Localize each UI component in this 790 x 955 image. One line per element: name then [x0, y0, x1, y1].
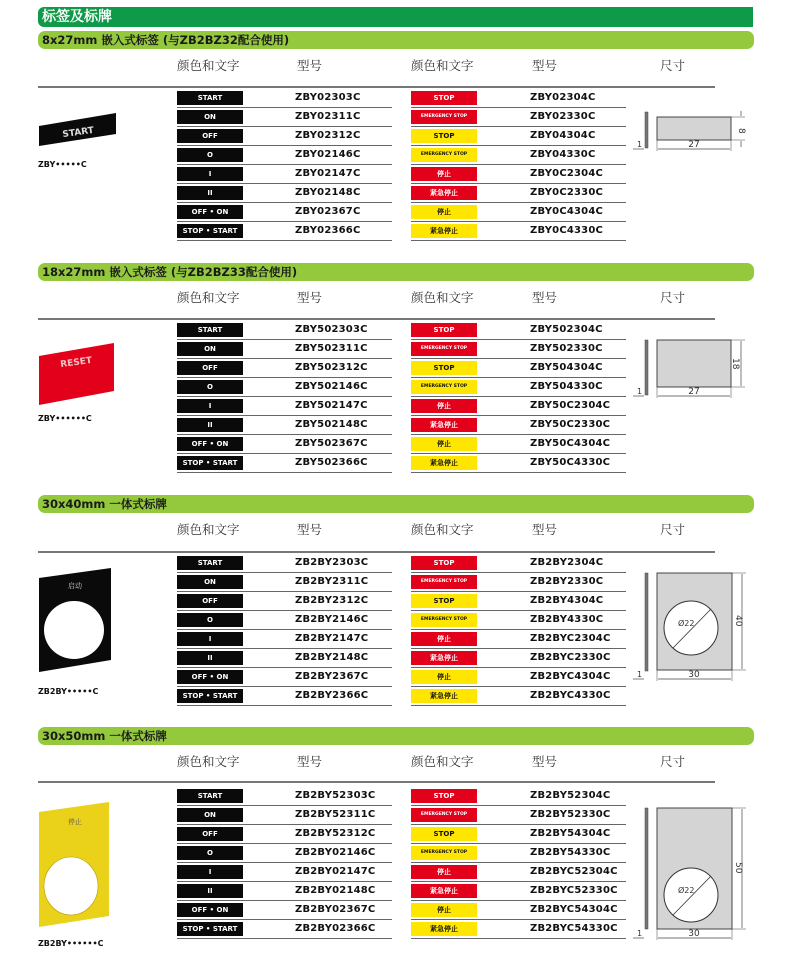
model-number: ZBY502147C — [295, 400, 368, 411]
table-row — [411, 184, 626, 203]
dim-height: 18 — [730, 358, 740, 370]
page-title: 标签及标牌 — [38, 7, 753, 27]
model-number: ZBY02312C — [295, 130, 361, 141]
table-row — [411, 222, 626, 241]
divider — [38, 781, 715, 783]
model-number: ZBY502304C — [530, 324, 603, 335]
model-number: ZBY504304C — [530, 362, 603, 373]
color-text-chip: EMERGENCY STOP — [411, 148, 477, 162]
table-row — [411, 435, 626, 454]
model-number: ZBY02148C — [295, 187, 361, 198]
color-text-chip: STOP — [411, 789, 477, 803]
section-title: 30x40mm 一体式标牌 — [38, 495, 754, 513]
table-row — [411, 592, 626, 611]
dim-width: 30 — [688, 929, 700, 939]
section-title: 18x27mm 嵌入式标签 (与ZB2BZ33配合使用) — [38, 263, 754, 281]
table-row — [177, 165, 392, 184]
color-text-chip: 停止 — [411, 632, 477, 646]
col-head-color-text: 颜色和文字 — [177, 754, 240, 769]
section-30x40 — [38, 495, 754, 720]
model-number: ZB2BY02148C — [295, 885, 376, 896]
table-row — [411, 901, 626, 920]
color-text-chip: I — [177, 632, 243, 646]
col-head-model: 型号 — [297, 58, 323, 73]
section-18x27 — [38, 263, 754, 483]
left-table — [177, 787, 397, 939]
col-head-color-text: 颜色和文字 — [177, 290, 240, 305]
table-row — [177, 630, 392, 649]
model-number: ZBY502330C — [530, 343, 603, 354]
col-head-model-2: 型号 — [532, 754, 558, 769]
table-row — [177, 668, 392, 687]
color-text-chip: O — [177, 613, 243, 627]
color-text-chip: 停止 — [411, 670, 477, 684]
product-image-label-start — [38, 113, 118, 149]
dim-thickness: 1 — [637, 929, 643, 938]
model-number: ZB2BY52312C — [295, 828, 376, 839]
model-number: ZBY502146C — [295, 381, 368, 392]
table-row — [411, 806, 626, 825]
model-number: ZBY502367C — [295, 438, 368, 449]
dim-thickness: 1 — [637, 140, 643, 149]
table-row — [411, 165, 626, 184]
color-text-chip: 紧急停止 — [411, 456, 477, 470]
col-head-model: 型号 — [297, 290, 323, 305]
table-row — [177, 127, 392, 146]
color-text-chip: 停止 — [411, 399, 477, 413]
model-number: ZB2BY2304C — [530, 557, 604, 568]
model-number: ZB2BY52330C — [530, 809, 611, 820]
col-head-model: 型号 — [297, 522, 323, 537]
col-head-size: 尺寸 — [660, 754, 686, 769]
section-30x50 — [38, 727, 754, 955]
product-image-text: 停止 — [68, 818, 82, 826]
model-number: ZBY502312C — [295, 362, 368, 373]
color-text-chip: II — [177, 186, 243, 200]
col-head-color-text: 颜色和文字 — [177, 58, 240, 73]
color-text-chip: EMERGENCY STOP — [411, 575, 477, 589]
table-row — [177, 359, 392, 378]
model-number: ZBY50C2304C — [530, 400, 611, 411]
model-number: ZB2BY02367C — [295, 904, 376, 915]
product-image-plate-yellow — [38, 802, 118, 932]
color-text-chip: 紧急停止 — [411, 418, 477, 432]
dimension-drawing — [633, 111, 753, 161]
color-text-chip: EMERGENCY STOP — [411, 380, 477, 394]
dim-width: 30 — [688, 670, 700, 680]
left-table — [177, 89, 397, 241]
table-row — [411, 668, 626, 687]
divider — [38, 318, 715, 320]
table-row — [411, 920, 626, 939]
table-row — [177, 611, 392, 630]
model-number: ZB2BY2330C — [530, 576, 604, 587]
model-number: ZB2BYC4330C — [530, 690, 611, 701]
color-text-chip: OFF • ON — [177, 205, 243, 219]
model-number: ZBY02367C — [295, 206, 361, 217]
table-row — [411, 416, 626, 435]
table-row — [177, 863, 392, 882]
table-row — [177, 108, 392, 127]
table-row — [177, 844, 392, 863]
model-number: ZBY02146C — [295, 149, 361, 160]
table-row — [411, 630, 626, 649]
table-row — [177, 397, 392, 416]
color-text-chip: I — [177, 399, 243, 413]
color-text-chip: II — [177, 651, 243, 665]
color-text-chip: STOP — [411, 323, 477, 337]
table-row — [177, 340, 392, 359]
table-row — [411, 454, 626, 473]
model-number: ZBY504330C — [530, 381, 603, 392]
color-text-chip: STOP — [411, 91, 477, 105]
color-text-chip: OFF — [177, 827, 243, 841]
table-row — [177, 203, 392, 222]
model-number: ZBY50C4304C — [530, 438, 611, 449]
table-row — [177, 787, 392, 806]
divider — [38, 551, 715, 553]
model-number: ZB2BY52311C — [295, 809, 376, 820]
table-row — [177, 592, 392, 611]
model-number: ZBY02330C — [530, 111, 596, 122]
col-head-color-text-2: 颜色和文字 — [411, 58, 474, 73]
col-head-model: 型号 — [297, 754, 323, 769]
table-row — [177, 89, 392, 108]
divider — [38, 86, 715, 88]
model-number: ZBY50C2330C — [530, 419, 611, 430]
color-text-chip: II — [177, 884, 243, 898]
model-number: ZB2BY52303C — [295, 790, 376, 801]
color-text-chip: 紧急停止 — [411, 651, 477, 665]
model-number: ZBY02366C — [295, 225, 361, 236]
color-text-chip: STOP — [411, 556, 477, 570]
right-table — [411, 787, 631, 939]
table-row — [411, 573, 626, 592]
model-number: ZBY02303C — [295, 92, 361, 103]
model-number: ZB2BYC54330C — [530, 923, 618, 934]
color-text-chip: 紧急停止 — [411, 689, 477, 703]
right-table — [411, 89, 631, 241]
model-number: ZBY502303C — [295, 324, 368, 335]
model-number: ZBY0C4304C — [530, 206, 604, 217]
model-number: ZBY502148C — [295, 419, 368, 430]
dim-thickness: 1 — [637, 670, 643, 679]
dim-height: 40 — [733, 615, 743, 627]
col-head-size: 尺寸 — [660, 58, 686, 73]
model-number: ZBY502366C — [295, 457, 368, 468]
table-row — [411, 611, 626, 630]
model-number: ZBY02311C — [295, 111, 361, 122]
col-head-color-text-2: 颜色和文字 — [411, 290, 474, 305]
product-code: ZB2BY•••••C — [38, 687, 99, 696]
model-number: ZB2BY2148C — [295, 652, 369, 663]
right-table — [411, 321, 631, 473]
product-code: ZBY•••••C — [38, 160, 87, 169]
product-image-text: START — [61, 125, 95, 141]
model-number: ZBY02304C — [530, 92, 596, 103]
color-text-chip: 停止 — [411, 903, 477, 917]
model-number: ZB2BY4304C — [530, 595, 604, 606]
model-number: ZBY502311C — [295, 343, 368, 354]
table-row — [411, 882, 626, 901]
color-text-chip: OFF • ON — [177, 903, 243, 917]
color-text-chip: ON — [177, 110, 243, 124]
col-head-model-2: 型号 — [532, 290, 558, 305]
table-row — [177, 416, 392, 435]
product-image-text: 启动 — [68, 582, 82, 590]
product-code: ZBY••••••C — [38, 414, 92, 423]
color-text-chip: ON — [177, 342, 243, 356]
right-table — [411, 554, 631, 706]
table-row — [411, 321, 626, 340]
model-number: ZB2BYC4304C — [530, 671, 611, 682]
color-text-chip: EMERGENCY STOP — [411, 110, 477, 124]
color-text-chip: EMERGENCY STOP — [411, 808, 477, 822]
table-row — [411, 863, 626, 882]
color-text-chip: STOP — [411, 827, 477, 841]
color-text-chip: START — [177, 556, 243, 570]
model-number: ZB2BY2366C — [295, 690, 369, 701]
dimension-drawing — [633, 802, 753, 952]
model-number: ZBY04330C — [530, 149, 596, 160]
product-image-label-reset — [38, 343, 118, 409]
model-number: ZBY0C2304C — [530, 168, 604, 179]
table-row — [177, 184, 392, 203]
model-number: ZB2BYC52330C — [530, 885, 618, 896]
left-table — [177, 321, 397, 473]
model-number: ZB2BYC54304C — [530, 904, 618, 915]
color-text-chip: EMERGENCY STOP — [411, 846, 477, 860]
table-row — [411, 378, 626, 397]
color-text-chip: I — [177, 865, 243, 879]
table-row — [411, 844, 626, 863]
model-number: ZB2BY2147C — [295, 633, 369, 644]
dimension-drawing — [633, 338, 753, 408]
product-image-text: RESET — [59, 355, 93, 371]
color-text-chip: 停止 — [411, 205, 477, 219]
color-text-chip: OFF — [177, 594, 243, 608]
table-row — [177, 882, 392, 901]
table-row — [177, 649, 392, 668]
table-row — [177, 573, 392, 592]
color-text-chip: II — [177, 418, 243, 432]
model-number: ZBY02147C — [295, 168, 361, 179]
table-row — [177, 825, 392, 844]
table-row — [177, 435, 392, 454]
model-number: ZB2BY2312C — [295, 595, 369, 606]
model-number: ZB2BY54330C — [530, 847, 611, 858]
section-title: 8x27mm 嵌入式标签 (与ZB2BZ32配合使用) — [38, 31, 754, 49]
color-text-chip: O — [177, 148, 243, 162]
color-text-chip: O — [177, 380, 243, 394]
col-head-model-2: 型号 — [532, 58, 558, 73]
table-row — [411, 359, 626, 378]
color-text-chip: ON — [177, 575, 243, 589]
color-text-chip: 紧急停止 — [411, 884, 477, 898]
dim-height: 50 — [733, 862, 743, 874]
color-text-chip: 紧急停止 — [411, 186, 477, 200]
left-table — [177, 554, 397, 706]
model-number: ZBY04304C — [530, 130, 596, 141]
table-row — [411, 687, 626, 706]
dim-thickness: 1 — [637, 387, 643, 396]
col-head-color-text: 颜色和文字 — [177, 522, 240, 537]
dim-height: 8 — [736, 128, 746, 134]
table-row — [177, 806, 392, 825]
table-row — [411, 146, 626, 165]
col-head-model-2: 型号 — [532, 522, 558, 537]
color-text-chip: ON — [177, 808, 243, 822]
color-text-chip: STOP • START — [177, 922, 243, 936]
table-row — [177, 146, 392, 165]
table-row — [411, 397, 626, 416]
model-number: ZB2BY02366C — [295, 923, 376, 934]
color-text-chip: STOP — [411, 361, 477, 375]
color-text-chip: 紧急停止 — [411, 922, 477, 936]
model-number: ZB2BY2311C — [295, 576, 369, 587]
model-number: ZBY50C4330C — [530, 457, 611, 468]
table-row — [411, 89, 626, 108]
model-number: ZB2BY2303C — [295, 557, 369, 568]
table-row — [177, 554, 392, 573]
col-head-size: 尺寸 — [660, 290, 686, 305]
color-text-chip: START — [177, 323, 243, 337]
color-text-chip: STOP • START — [177, 224, 243, 238]
table-row — [411, 554, 626, 573]
model-number: ZB2BY02146C — [295, 847, 376, 858]
table-row — [411, 108, 626, 127]
model-number: ZB2BY4330C — [530, 614, 604, 625]
table-row — [411, 825, 626, 844]
product-image-plate-black — [38, 568, 118, 678]
table-row — [177, 901, 392, 920]
color-text-chip: 停止 — [411, 167, 477, 181]
table-row — [177, 321, 392, 340]
color-text-chip: OFF — [177, 361, 243, 375]
color-text-chip: O — [177, 846, 243, 860]
table-row — [411, 340, 626, 359]
table-row — [177, 920, 392, 939]
dimension-drawing — [633, 571, 753, 691]
color-text-chip: OFF • ON — [177, 437, 243, 451]
color-text-chip: 停止 — [411, 865, 477, 879]
model-number: ZB2BY2367C — [295, 671, 369, 682]
model-number: ZB2BY52304C — [530, 790, 611, 801]
color-text-chip: STOP • START — [177, 689, 243, 703]
color-text-chip: START — [177, 91, 243, 105]
model-number: ZB2BYC52304C — [530, 866, 618, 877]
color-text-chip: STOP — [411, 129, 477, 143]
color-text-chip: 紧急停止 — [411, 224, 477, 238]
table-row — [411, 649, 626, 668]
color-text-chip: 停止 — [411, 437, 477, 451]
product-code: ZB2BY••••••C — [38, 939, 104, 948]
dim-hole: Ø22 — [678, 886, 695, 895]
model-number: ZB2BY54304C — [530, 828, 611, 839]
table-row — [411, 127, 626, 146]
model-number: ZB2BYC2330C — [530, 652, 611, 663]
model-number: ZB2BY2146C — [295, 614, 369, 625]
table-row — [411, 203, 626, 222]
section-title: 30x50mm 一体式标牌 — [38, 727, 754, 745]
table-row — [177, 454, 392, 473]
model-number: ZB2BY02147C — [295, 866, 376, 877]
model-number: ZBY0C4330C — [530, 225, 604, 236]
dim-hole: Ø22 — [678, 619, 695, 628]
col-head-size: 尺寸 — [660, 522, 686, 537]
table-row — [411, 787, 626, 806]
color-text-chip: OFF — [177, 129, 243, 143]
section-8x27 — [38, 31, 754, 251]
model-number: ZBY0C2330C — [530, 187, 604, 198]
color-text-chip: I — [177, 167, 243, 181]
dim-width: 27 — [688, 140, 700, 150]
dim-width: 27 — [688, 387, 700, 397]
color-text-chip: EMERGENCY STOP — [411, 342, 477, 356]
col-head-color-text-2: 颜色和文字 — [411, 522, 474, 537]
table-row — [177, 378, 392, 397]
table-row — [177, 222, 392, 241]
color-text-chip: EMERGENCY STOP — [411, 613, 477, 627]
color-text-chip: STOP — [411, 594, 477, 608]
col-head-color-text-2: 颜色和文字 — [411, 754, 474, 769]
model-number: ZB2BYC2304C — [530, 633, 611, 644]
color-text-chip: START — [177, 789, 243, 803]
color-text-chip: STOP • START — [177, 456, 243, 470]
color-text-chip: OFF • ON — [177, 670, 243, 684]
table-row — [177, 687, 392, 706]
